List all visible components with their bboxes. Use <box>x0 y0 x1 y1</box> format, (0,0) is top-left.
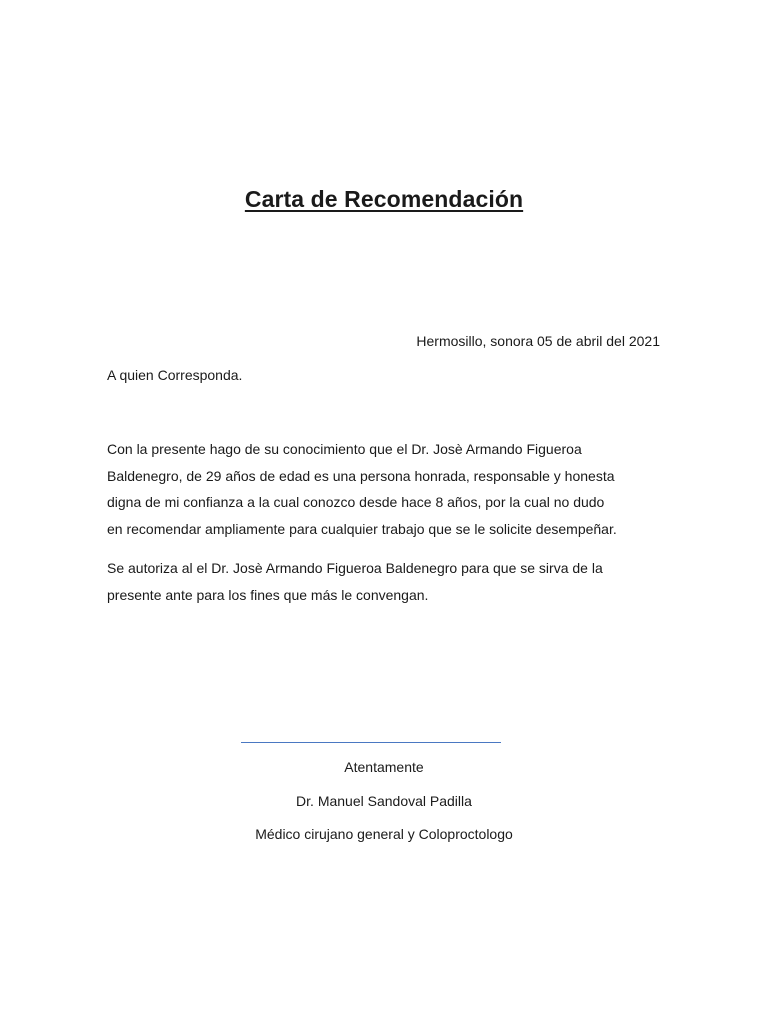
signer-title: Médico cirujano general y Coloproctologo <box>255 826 513 842</box>
closing-text: Atentamente <box>344 759 424 775</box>
paragraph-line: en recomendar ampliamente para cualquier trabajo que se le solicite desempeñar. <box>107 520 617 537</box>
paragraph-line: digna de mi confianza a la cual conozco desde hace 8 años, por la cual no dudo <box>107 494 605 510</box>
signer-name: Dr. Manuel Sandoval Padilla <box>296 793 472 809</box>
body-paragraph-1 <box>107 436 667 542</box>
paragraph-line: presente ante para los fines que más le convengan. <box>107 586 429 603</box>
letter-title: Carta de Recomendación <box>244 186 524 212</box>
paragraph-line: Se autoriza al el Dr. Josè Armando Figueroa Baldenegro para que se sirva de la <box>107 560 603 576</box>
signature-line <box>241 742 501 743</box>
date-line: Hermosillo, sonora 05 de abril del 2021 <box>416 333 660 349</box>
paragraph-line: Baldenegro, de 29 años de edad es una persona honrada, responsable y honesta <box>107 467 615 484</box>
paragraph-line: Con la presente hago de su conocimiento que el Dr. Josè Armando Figueroa <box>107 441 582 457</box>
salutation: A quien Corresponda. <box>107 367 243 383</box>
body-paragraph-2 <box>107 555 667 608</box>
